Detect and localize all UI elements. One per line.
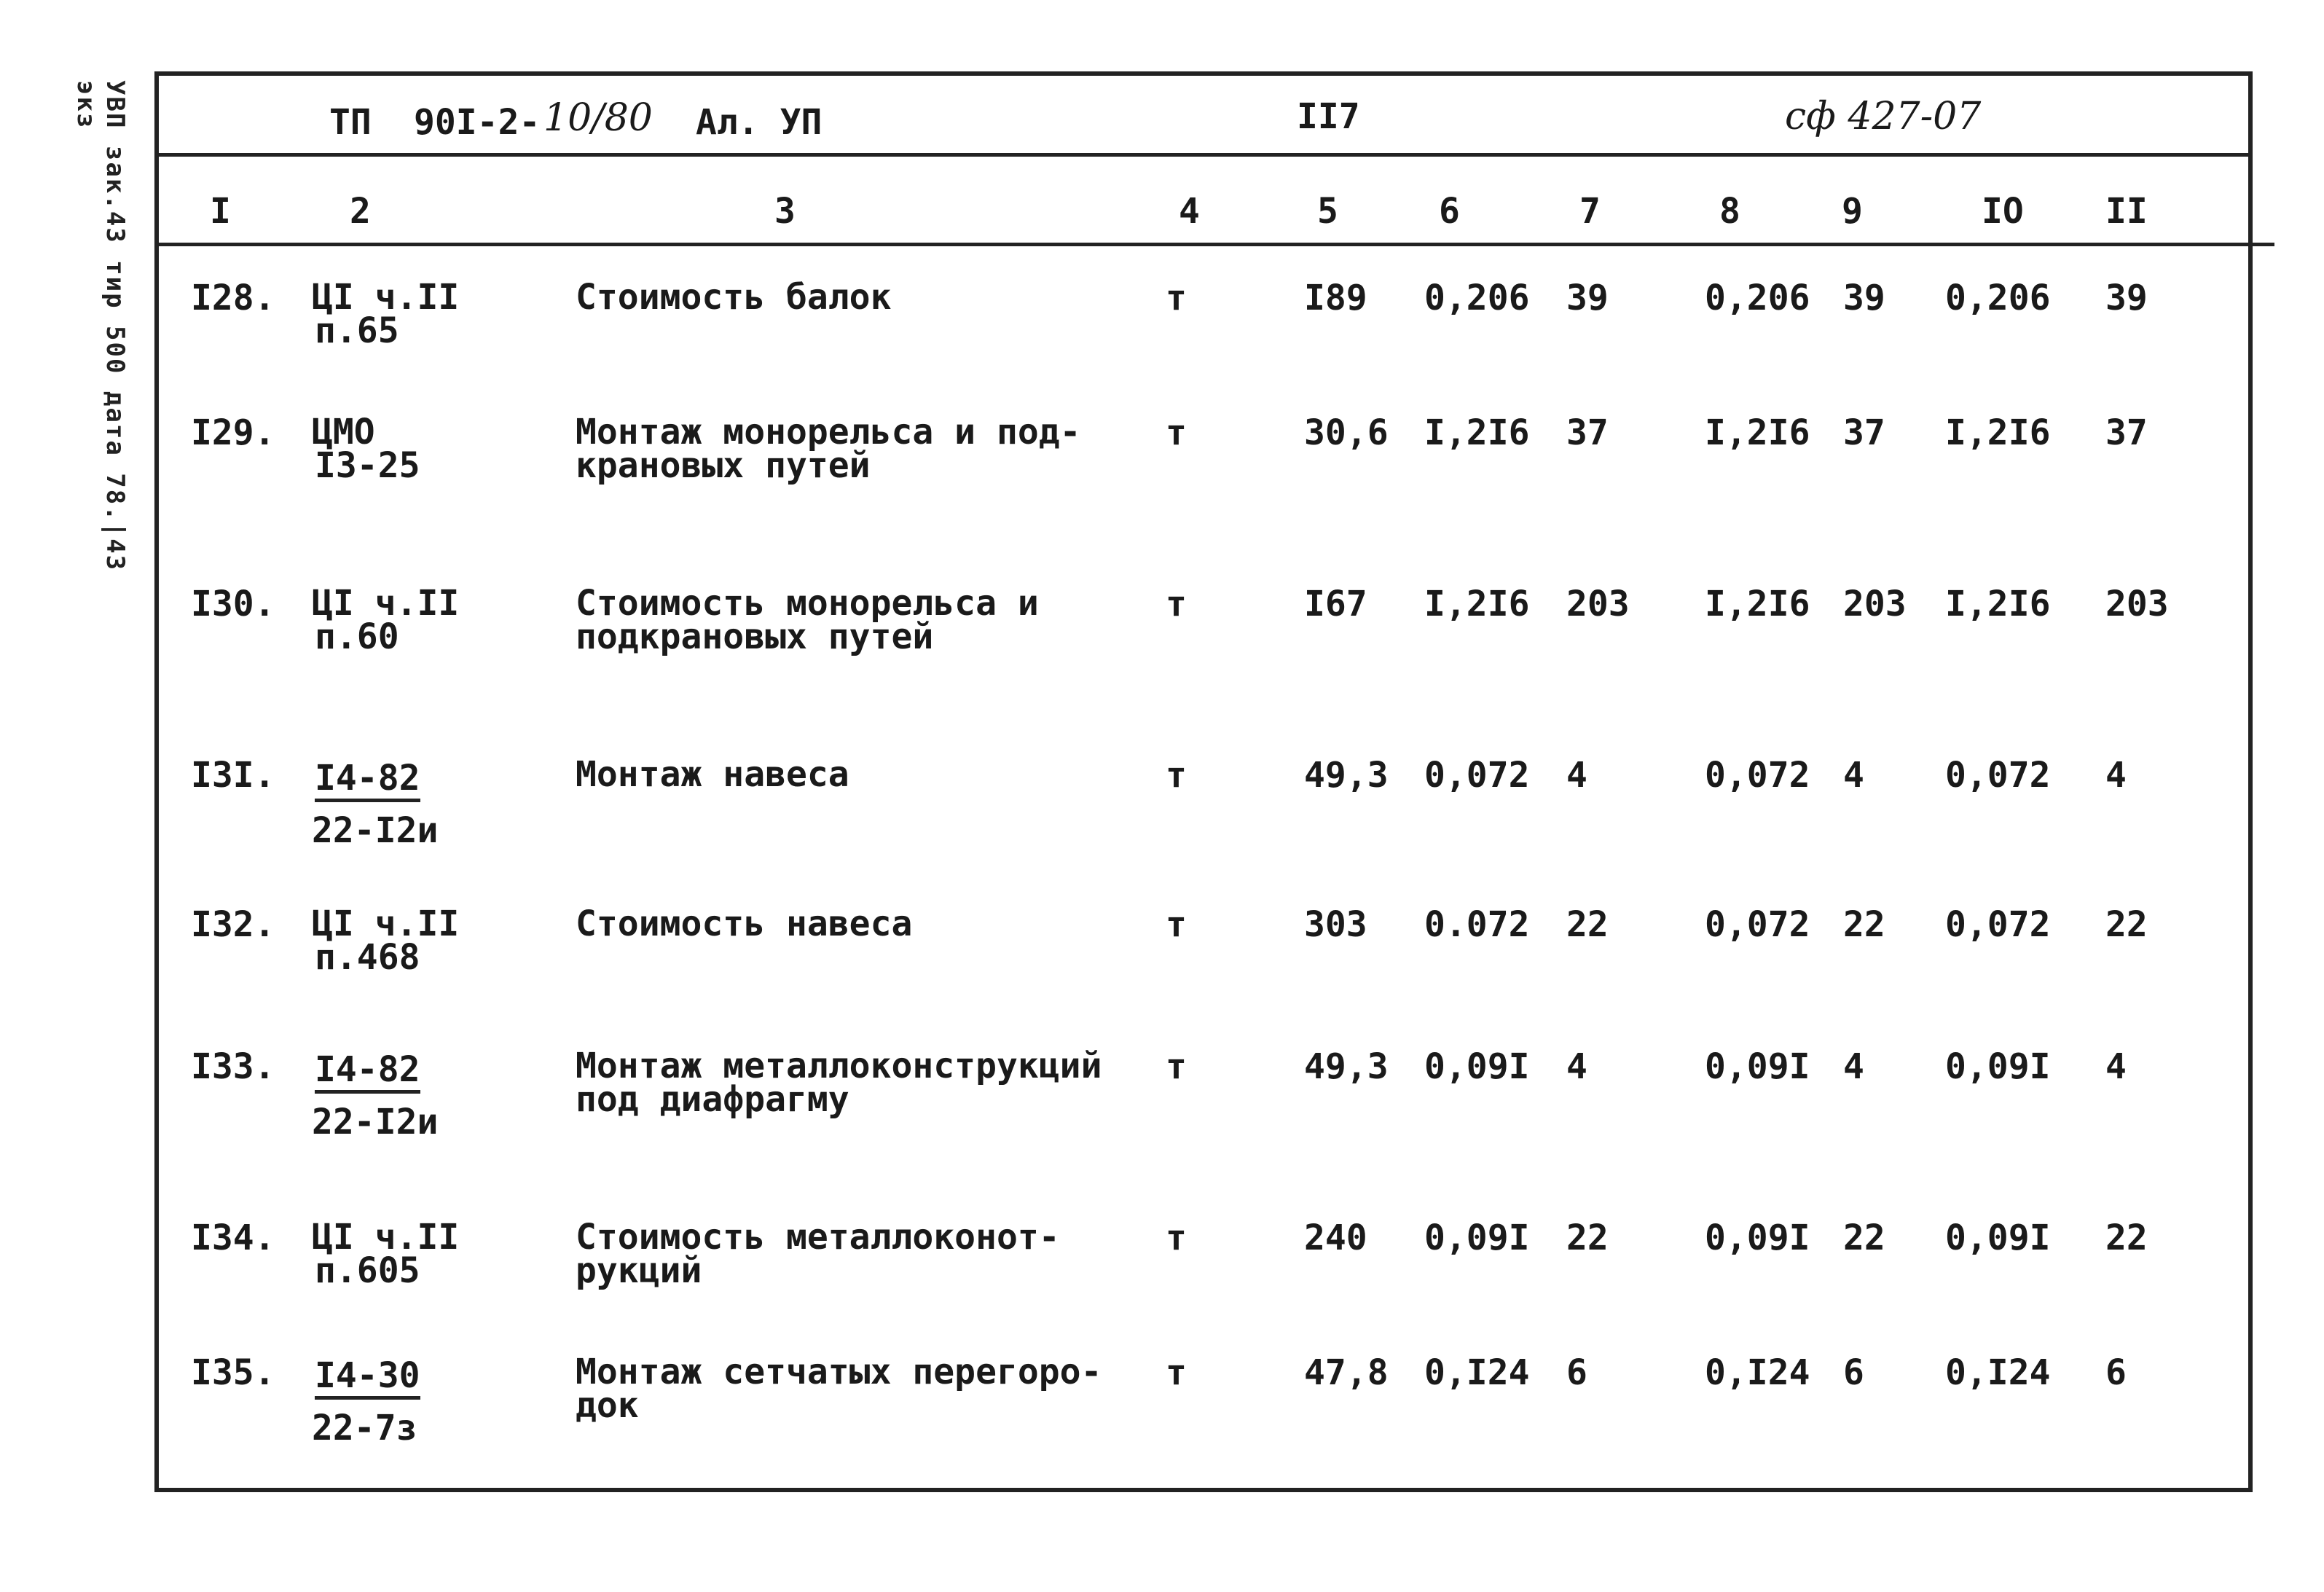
col-9-value: 22 (1843, 904, 1885, 945)
col-5-value: I67 (1304, 584, 1367, 624)
norm-reference-numerator: I4-82 (315, 761, 420, 802)
column-number-6: 6 (1439, 191, 1460, 232)
col-11-value: 203 (2105, 584, 2169, 624)
col-6-value: I,2I6 (1424, 584, 1530, 624)
col-8-value: 0,072 (1705, 755, 1810, 796)
norm-reference: ЦI ч.II (312, 1217, 460, 1258)
work-description: Стоимость монорельса и подкрановых путей (576, 583, 1039, 657)
col-9-value: 4 (1843, 1046, 1864, 1087)
col-9-value: 37 (1843, 412, 1885, 453)
column-number-7: 7 (1579, 191, 1601, 232)
col-7-value: 4 (1566, 755, 1587, 796)
norm-reference-denominator: 22-I2и (312, 810, 439, 851)
col-10-value: I,2I6 (1945, 584, 2051, 624)
work-description: Стоимость навеса (576, 903, 913, 944)
norm-reference: ЦI ч.II (312, 277, 460, 318)
col-9-value: 203 (1843, 584, 1907, 624)
project-label: ТП (329, 102, 372, 143)
col-11-value: 4 (2105, 1046, 2127, 1087)
column-number-11: II (2105, 191, 2148, 232)
col-5-value: 240 (1304, 1217, 1367, 1258)
col-8-value: 0,I24 (1705, 1352, 1810, 1393)
col-11-value: 4 (2105, 755, 2127, 796)
col-11-value: 22 (2105, 904, 2148, 945)
col-8-value: I,2I6 (1705, 412, 1810, 453)
col-9-value: 4 (1843, 755, 1864, 796)
table-frame (154, 71, 2253, 1492)
col-7-value: 22 (1566, 904, 1609, 945)
work-description: Монтаж навеса (576, 754, 849, 795)
row-number: I28. (191, 278, 275, 318)
col-10-value: 0,09I (1945, 1046, 2051, 1087)
unit: т (1166, 1217, 1187, 1258)
column-number-8: 8 (1719, 191, 1740, 232)
row-number: I30. (191, 584, 275, 624)
col-8-value: 0,09I (1705, 1217, 1810, 1258)
column-number-1: I (210, 191, 231, 232)
col-6-value: 0,206 (1424, 278, 1530, 318)
row-number: I3I. (191, 755, 275, 796)
col-6-value: 0,09I (1424, 1217, 1530, 1258)
col-6-value: I,2I6 (1424, 412, 1530, 453)
norm-reference-numerator: I4-82 (315, 1052, 420, 1094)
col-7-value: 37 (1566, 412, 1609, 453)
project-code-prefix: 90I-2- (414, 102, 541, 143)
col-10-value: 0,206 (1945, 278, 2051, 318)
col-5-value: 303 (1304, 904, 1367, 945)
col-10-value: I,2I6 (1945, 412, 2051, 453)
column-header-divider (154, 243, 2274, 246)
col-5-value: 30,6 (1304, 412, 1389, 453)
unit: т (1166, 904, 1187, 945)
col-5-value: 49,3 (1304, 755, 1389, 796)
unit: т (1166, 755, 1187, 796)
row-number: I32. (191, 904, 275, 945)
col-7-value: 39 (1566, 278, 1609, 318)
col-7-value: 6 (1566, 1352, 1587, 1393)
norm-reference: ЦI ч.II (312, 903, 460, 944)
col-6-value: 0,I24 (1424, 1352, 1530, 1393)
work-description: Стоимость металлоконот- рукций (576, 1217, 1060, 1291)
column-number-3: 3 (774, 191, 796, 232)
col-10-value: 0,072 (1945, 904, 2051, 945)
col-5-value: 49,3 (1304, 1046, 1389, 1087)
unit: т (1166, 584, 1187, 624)
col-9-value: 6 (1843, 1352, 1864, 1393)
norm-reference-denominator: 22-7з (312, 1408, 417, 1448)
col-11-value: 39 (2105, 278, 2148, 318)
row-number: I33. (191, 1046, 275, 1087)
col-7-value: 4 (1566, 1046, 1587, 1087)
side-stamp: УВП зак.43 тир 500 дата 78.|43 экз (71, 80, 130, 572)
row-number: I34. (191, 1217, 275, 1258)
unit: т (1166, 412, 1187, 453)
norm-reference-item: п.468 (315, 937, 420, 978)
col-6-value: 0.072 (1424, 904, 1530, 945)
sheet-code-handwritten: сф 427-07 (1785, 95, 1982, 138)
col-11-value: 6 (2105, 1352, 2127, 1393)
album-label: Ал. УП (696, 102, 823, 143)
norm-reference: ЦI ч.II (312, 583, 460, 624)
norm-reference-item: п.605 (315, 1250, 420, 1291)
col-9-value: 39 (1843, 278, 1885, 318)
column-number-2: 2 (350, 191, 371, 232)
col-6-value: 0,072 (1424, 755, 1530, 796)
row-number: I35. (191, 1352, 275, 1393)
page-number: II7 (1297, 96, 1360, 137)
header-divider (154, 153, 2253, 157)
norm-reference-denominator: 22-I2и (312, 1102, 439, 1142)
col-5-value: I89 (1304, 278, 1367, 318)
norm-reference: ЦМО (312, 412, 375, 452)
project-code-handwritten: 10/80 (543, 96, 653, 140)
row-number: I29. (191, 412, 275, 453)
col-10-value: 0,09I (1945, 1217, 2051, 1258)
col-9-value: 22 (1843, 1217, 1885, 1258)
col-7-value: 22 (1566, 1217, 1609, 1258)
norm-reference-numerator: I4-30 (315, 1358, 420, 1400)
column-number-10: IO (1982, 191, 2024, 232)
column-number-9: 9 (1842, 191, 1863, 232)
col-7-value: 203 (1566, 584, 1630, 624)
column-number-5: 5 (1317, 191, 1338, 232)
unit: т (1166, 1352, 1187, 1393)
column-number-4: 4 (1179, 191, 1200, 232)
col-10-value: 0,072 (1945, 755, 2051, 796)
col-8-value: 0,09I (1705, 1046, 1810, 1087)
work-description: Монтаж сетчатых перегоро- док (576, 1352, 1102, 1426)
col-11-value: 37 (2105, 412, 2148, 453)
col-10-value: 0,I24 (1945, 1352, 2051, 1393)
work-description: Монтаж монорельса и под- крановых путей (576, 412, 1081, 486)
norm-reference-item: I3-25 (315, 445, 420, 486)
col-5-value: 47,8 (1304, 1352, 1389, 1393)
col-8-value: 0,072 (1705, 904, 1810, 945)
col-11-value: 22 (2105, 1217, 2148, 1258)
norm-reference-item: п.60 (315, 616, 399, 657)
col-8-value: 0,206 (1705, 278, 1810, 318)
work-description: Стоимость балок (576, 277, 892, 318)
unit: т (1166, 1046, 1187, 1087)
col-8-value: I,2I6 (1705, 584, 1810, 624)
col-6-value: 0,09I (1424, 1046, 1530, 1087)
unit: т (1166, 278, 1187, 318)
work-description: Монтаж металлоконструкций под диафрагму (576, 1046, 1102, 1120)
norm-reference-item: п.65 (315, 310, 399, 351)
